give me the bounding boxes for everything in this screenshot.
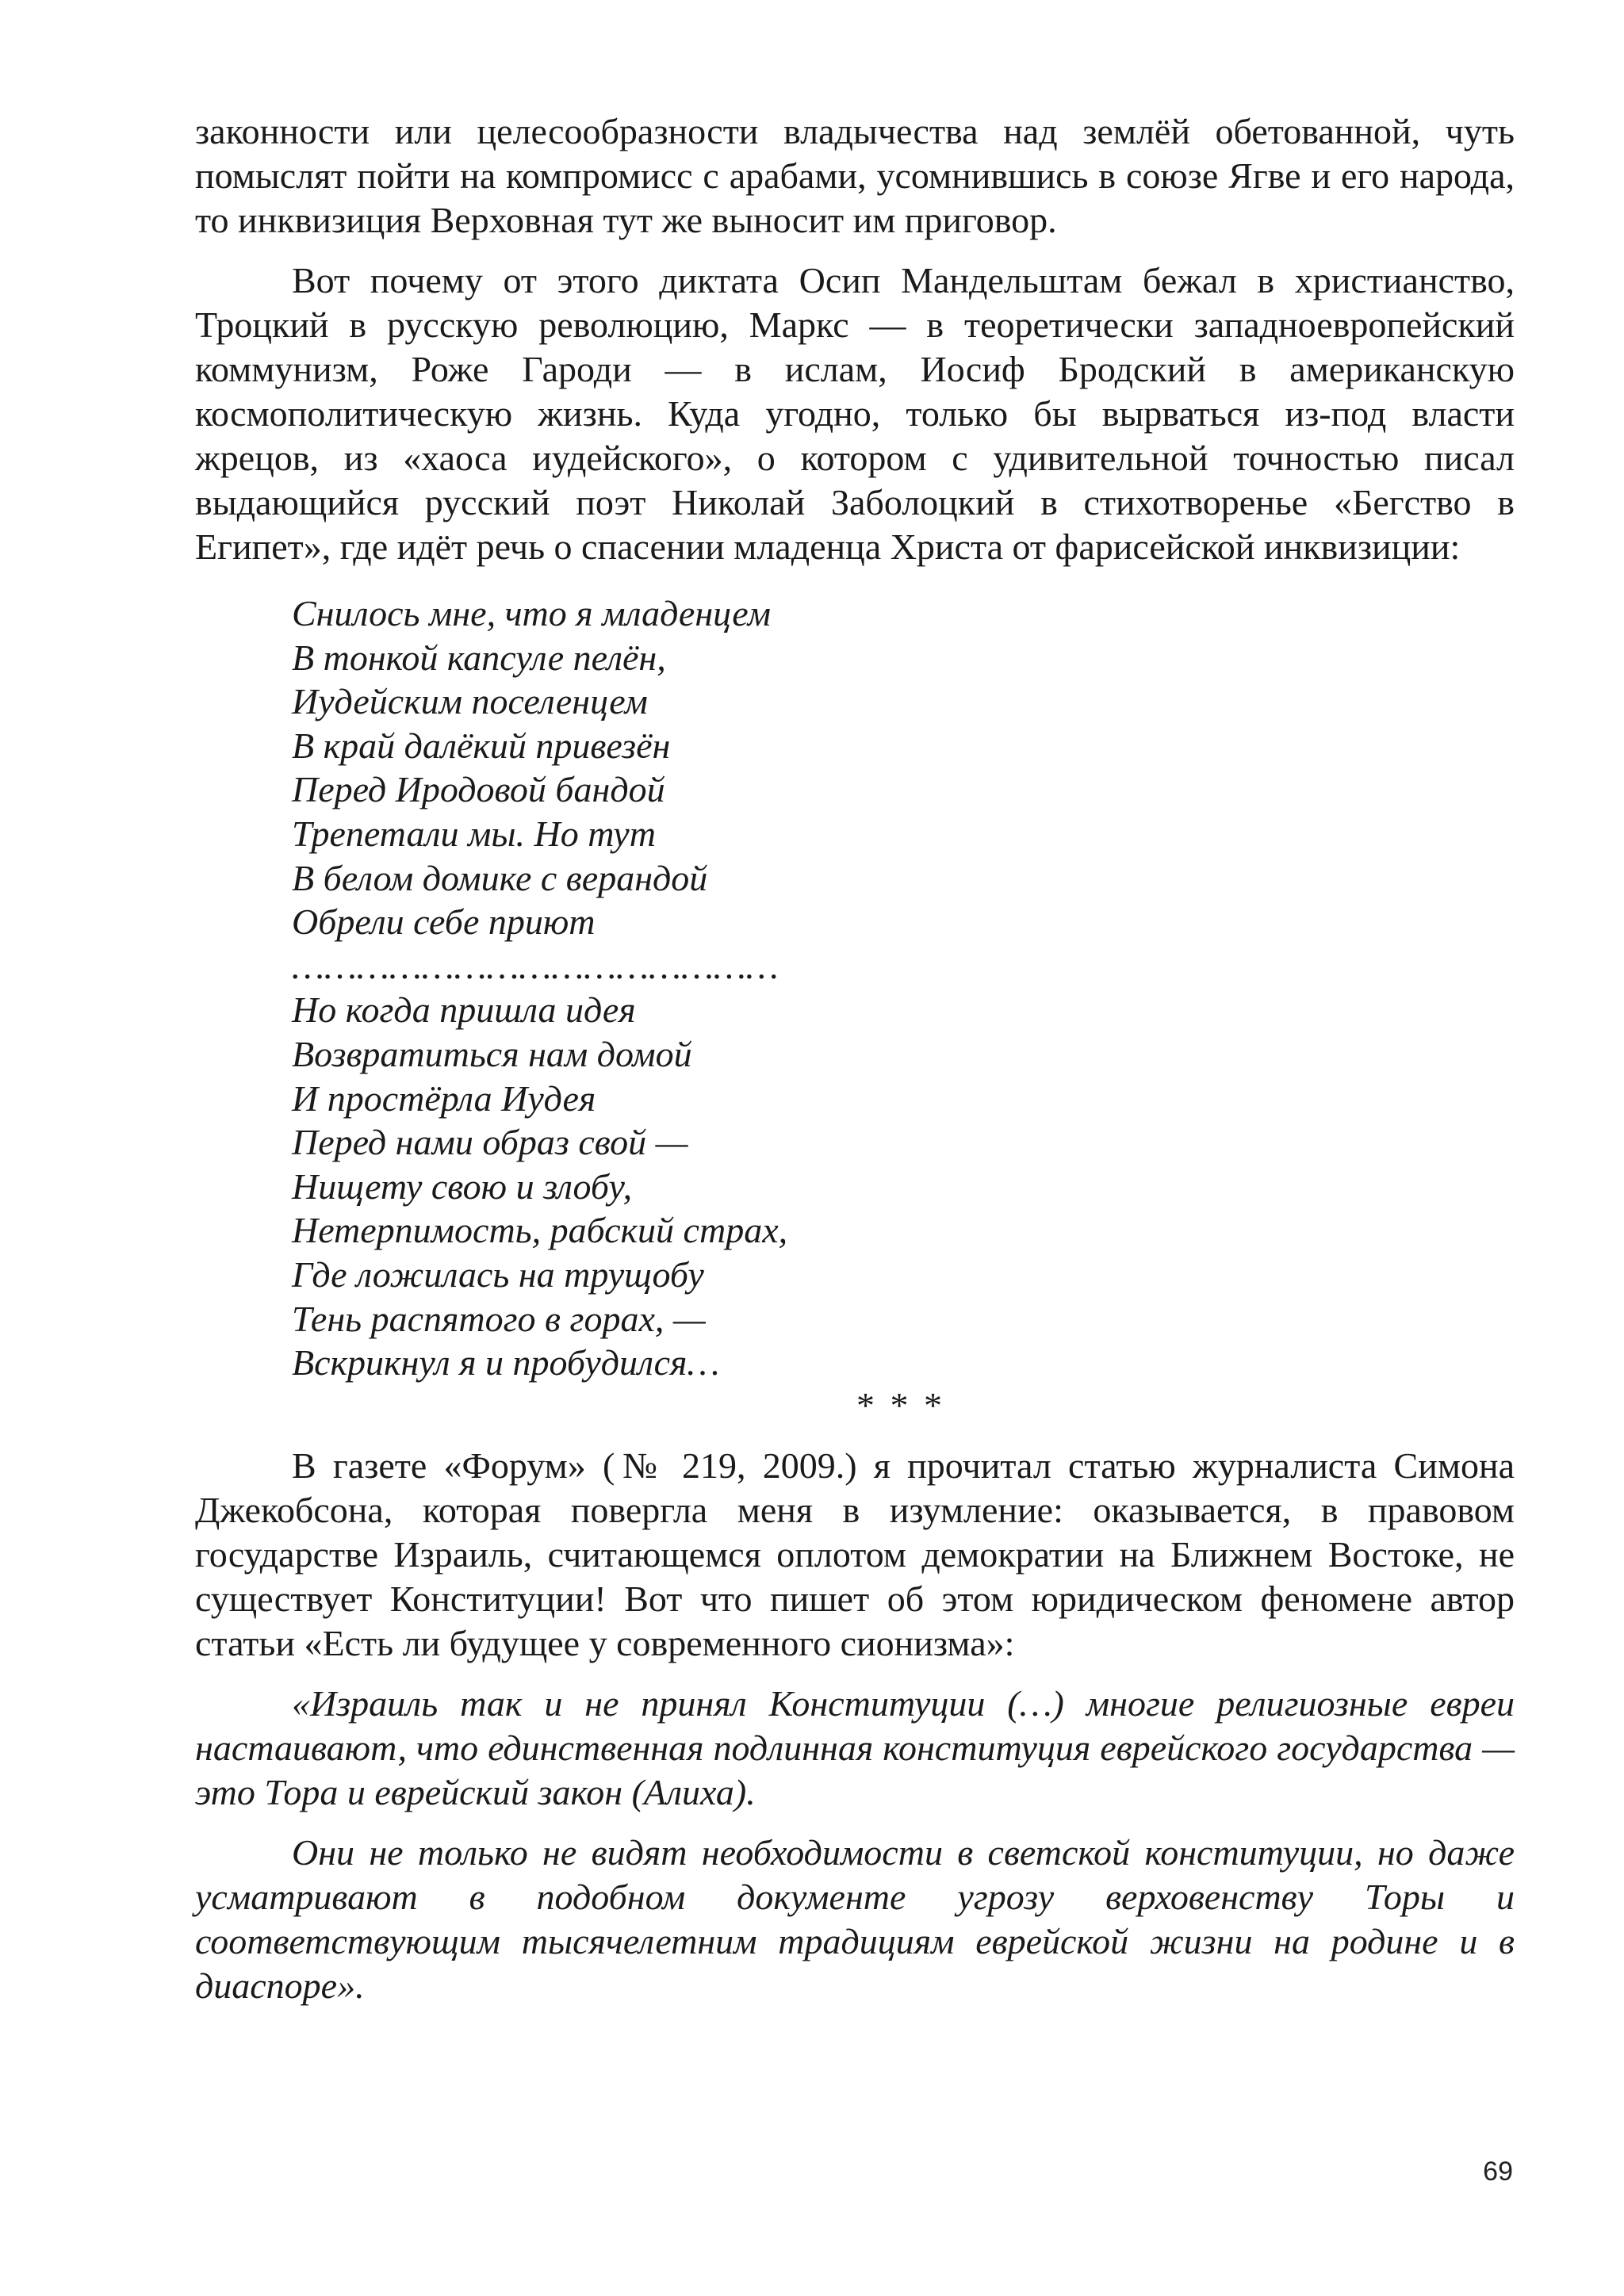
poem-line: В тонкой капсуле пелён, [292,637,666,678]
poem-line: И простёрла Иудея [292,1077,596,1119]
poem-line: Нетерпимость, рабский страх, [292,1210,788,1251]
poem-line: Перед нами образ свой — [292,1122,688,1163]
paragraph-continuation: законности или целесообразности владычества над землёй обетованной, чуть помыслят пойти на компромисс с арабами, усомнившись в союзе Ягве и его народа, то инквизиция Верховная тут же выносит им приговор. [195,111,1515,240]
poem-line: Трепетали мы. Но тут [292,813,656,854]
poem-line: В белом домике с верандой [292,857,708,898]
poem-line: Где ложилась на трущобу [292,1253,704,1295]
poem-line: Снилось мне, что я младенцем [292,593,771,633]
paragraph-forum-article: В газете «Форум» (№ 219, 2009.) я прочитал статью журналиста Симона Джекобсона, которая повергла меня в изумление: оказывается, в правовом государстве Израиль, считающемся оплотом демократии на Ближнем Востоке, не существует Конституции! Вот что пишет об этом юридическом феномене автор статьи «Есть ли будущее у современного сионизма»: [195,1445,1515,1663]
poem-line: В край далёкий привезён [292,725,671,766]
paragraph-flight-from-dictate: Вот почему от этого диктата Осип Мандельштам бежал в христианство, Троцкий в русскую революцию, Маркс — в теоретически западноевропейский коммунизм, Роже Гароди — в ислам, Иосиф Бродский в американскую космополитическую жизнь. Куда угодно, только бы вырваться из-под власти жрецов, из «хаоса иудейского», о котором с удивительной точностью писал выдающийся русский поэт Николай Заболоцкий в стихотворенье «Бегство в Египет», где идёт речь о спасении младенца Христа от фарисейской инквизиции: [195,260,1515,567]
poem-flight-to-egypt [292,591,1515,1385]
poem-line: Но когда пришла идея [292,989,636,1031]
poem-line: Обрели себе приют [292,901,596,943]
poem-line: Возвратиться нам домой [292,1033,692,1074]
page-body [195,109,1515,2008]
poem-line: Иудейским поселенцем [292,681,648,722]
poem-line: Тень распятого в горах, — [292,1298,706,1339]
poem-ellipsis-line: ……………………………………… [292,945,779,986]
page-number: 69 [1483,2156,1513,2187]
quote-paragraph-constitution: «Израиль так и не принял Конституции (…) многие религиозные евреи настаивают, что единственная подлинная конституция еврейского государства — это Тора и еврейский закон (Алиха). [195,1682,1515,1812]
quote-paragraph-secular: Они не только не видят необходимости в светской конституции, но даже усматривают в подобном документе угрозу верховенству Торы и соответствующим тысячелетним традициям еврейской жизни на родине и в диаспоре». [195,1831,1515,2006]
section-separator: * * * [856,1384,945,1425]
poem-line: Вскрикнул я и пробудился… [292,1342,720,1383]
poem-line: Перед Иродовой бандой [292,769,665,810]
poem-line: Нищету свою и злобу, [292,1165,633,1207]
